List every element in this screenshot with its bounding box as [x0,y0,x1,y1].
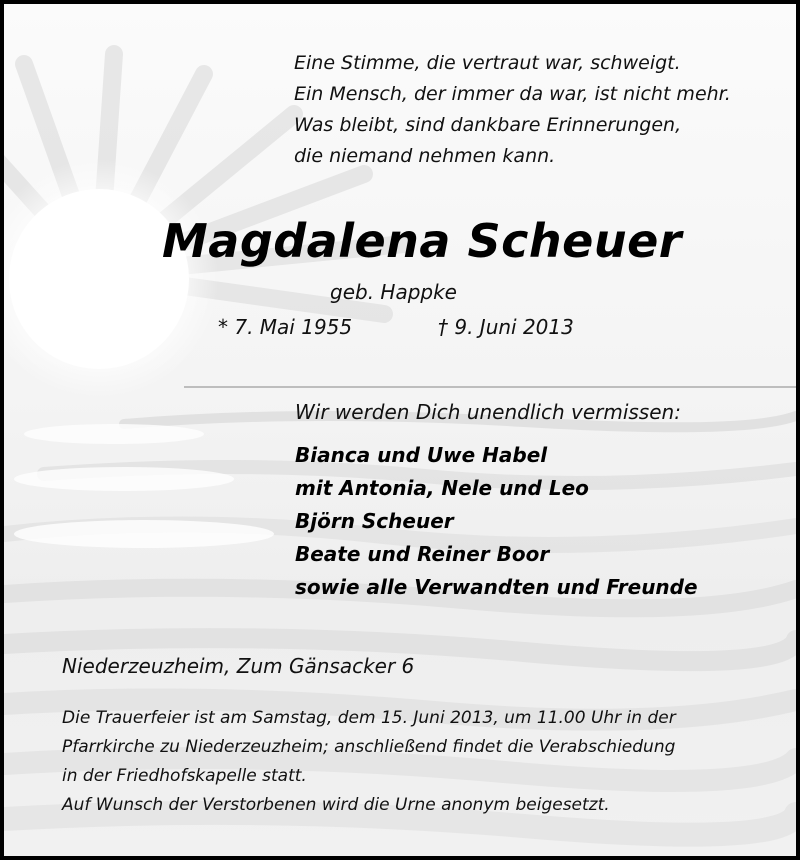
mourners-intro: Wir werden Dich unendlich vermissen: [295,400,681,424]
sun-reflection [14,424,274,548]
deceased-name: Magdalena Scheuer [162,214,682,268]
mourners-list [295,439,698,604]
funeral-service-info [62,704,676,820]
service-line: Auf Wunsch der Verstorbenen wird die Urne anonym beigesetzt. [62,795,610,815]
death-date: † 9. Juni 2013 [438,315,574,339]
mourner-entry: Björn Scheuer [295,509,454,533]
memorial-poem [294,48,731,172]
mourner-entry: Bianca und Uwe Habel [295,443,548,467]
poem-line: die niemand nehmen kann. [294,145,556,167]
birth-date: * 7. Mai 1955 [218,315,353,339]
mourner-entry: Beate und Reiner Boor [295,542,550,566]
service-line: Die Trauerfeier ist am Samstag, dem 15. Juni 2013, um 11.00 Uhr in der [62,708,676,728]
family-address: Niederzeuzheim, Zum Gänsacker 6 [62,654,415,678]
poem-line: Was bleibt, sind dankbare Erinnerungen, [294,114,682,136]
mourner-entry: mit Antonia, Nele und Leo [295,476,589,500]
service-line: in der Friedhofskapelle statt. [62,766,307,786]
poem-line: Eine Stimme, die vertraut war, schweigt. [294,52,681,74]
poem-line: Ein Mensch, der immer da war, ist nicht mehr. [294,83,731,105]
mourner-entry: sowie alle Verwandten und Freunde [295,575,698,599]
maiden-name: geb. Happke [330,280,457,304]
service-line: Pfarrkirche zu Niederzeuzheim; anschließend findet die Verabschiedung [62,737,676,757]
